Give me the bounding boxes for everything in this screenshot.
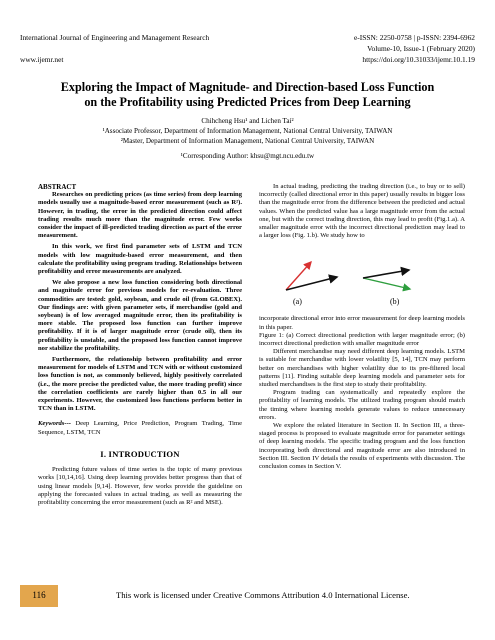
figure-1-arrows <box>259 240 465 312</box>
left-column <box>38 183 242 507</box>
abstract-heading: ABSTRACT <box>38 183 77 191</box>
journal-name: International Journal of Engineering and Management Research <box>20 33 210 42</box>
fig-a-black-arrow <box>286 277 337 290</box>
keywords-label: Keywords--- <box>38 420 71 428</box>
keywords <box>38 420 242 436</box>
fig-a-red-arrow <box>286 262 311 290</box>
page-number-box <box>20 585 58 607</box>
journal-website[interactable]: www.ijemr.net <box>20 55 64 64</box>
right-paragraph-1: In actual trading, predicting the trading direction (i.e., to buy or to sell) incorrectly (called directional error in this paper) usually results in bigger loss than the magnitude error from the difference between the predicted and actual values. When the predicted value has a large magnitude error from the actual one, but with the correct trading direction, this may lead to profit (Fig.1.a). A smaller magnitude error with the incorrect directional prediction may lead to a larger loss (Fig. 1.b). We study how to <box>259 183 465 240</box>
issn-line: e-ISSN: 2250-0758 | p-ISSN: 2394-6962 <box>354 33 475 42</box>
title-line-2: on the Profitability using Predicted Prices from Deep Learning <box>84 95 411 109</box>
abstract-paragraph-3: We also propose a new loss function considering both directional and magnitude error for previous models for re-evaluation. Three commodities are tested: gold, soybean, and crude oil (from GLOBEX). Our findings are: with given parameter sets, if merchandise (gold and soybean) is of low averaged magnitude error, then its profitability is more stable. The proposed loss function can further improve profitability. If it is of larger magnitude error (crude oil), then its profitability is unstable, and the proposed loss function cannot improve nor stabilize the profitability. <box>38 279 242 352</box>
fig-b-green-arrow <box>363 278 410 289</box>
affiliation-2: ²Master, Department of Information Management, National Central University, TAIWAN <box>120 137 375 145</box>
abstract-paragraph-4: Furthermore, the relationship between profitability and error measurement for models of LSTM and TCN with or without customized loss function is not, as commonly believed, highly positively correlated (i.e., the more precise the predicted value, the more trading profit) since the correlation coefficients are rarely higher than 0.5 in all our experiments. However, the customized loss functions perform better in TCN than in LSTM. <box>38 356 242 413</box>
right-paragraph-2: incorporate directional error into error measurement for deep learning models in this paper. <box>259 315 465 331</box>
authors: Chihcheng Hsu¹ and Lichen Tai² <box>201 117 294 125</box>
figure-label-a: (a) <box>293 297 302 307</box>
fig-b-black-arrow <box>363 270 409 278</box>
abstract-paragraph-1: Researches on predicting prices (as time series) from deep learning models usually use a magnitude-based error measurement (such as R²). However, in trading, the error in the predicted direction could affect trading results much more than the magnitude error. Few works consider the impact of ill-predicted trading direction as part of the error measurement. <box>38 191 242 240</box>
doi-link[interactable]: https://doi.org/10.31033/ijemr.10.1.19 <box>362 55 475 64</box>
right-paragraph-3: Different merchandise may need different deep learning models. LSTM is suitable for merchandise with lower volatility [5, 14], TCN may perform better on merchandises with higher volatility due to its pre-filtered local patterns [11]. Finding suitable deep learning models and parameter sets for studied merchandises is the first step to study their profitability. <box>259 348 465 389</box>
license-notice: This work is licensed under Creative Commons Attribution 4.0 International License. <box>116 590 410 600</box>
figure-1-caption: Figure 1: (a) Correct directional prediction with larger magnitude error; (b) incorrect directional prediction with smaller magnitude error <box>259 331 465 348</box>
right-paragraph-4: Program trading can systematically and repeatedly explore the profitability of learning models. The utilized trading program should match the timing where learning models generate values to reduce unnecessary errors. <box>259 389 465 421</box>
figure-1 <box>259 240 465 312</box>
introduction-heading: I. INTRODUCTION <box>100 448 180 459</box>
page-footer <box>0 585 495 607</box>
keywords-text: Deep Learning, Price Prediction, Program Trading, Time Sequence, LSTM, TCN <box>38 420 242 436</box>
page-number: 116 <box>32 590 46 600</box>
right-paragraph-5: We explore the related literature in Section II. In Section III, a three-staged process is proposed to evaluate magnitude error for parameter settings of deep learning models. The specific trading program and the loss function incorporating both directional and magnitude error are also introduced in Section III. Section IV details the results of experiments with discussion. The conclusion comes in Section V. <box>259 422 465 471</box>
abstract-paragraph-2: In this work, we first find parameter sets of LSTM and TCN models with low magnitude-based error measurement, and then calculate the profitability using program trading. Relationships between profitability and error measurements are analyzed. <box>38 243 242 276</box>
right-column <box>259 183 465 471</box>
intro-paragraph-1: Predicting future values of time series is the topic of many previous works [10,14,16]. Using deep learning provides better progress than that of using linear models [9,14]. However, few works provide the guideline on applying the forecasted values in actual trading, as well as measuring the profitability concerning the error measurement (such as R² and MSE). <box>38 466 242 506</box>
figure-label-b: (b) <box>390 297 400 307</box>
title-line-1: Exploring the Impact of Magnitude- and Direction-based Loss Function <box>60 80 435 94</box>
affiliation-1: ¹Associate Professor, Department of Information Management, National Central University, TAIWAN <box>102 127 393 135</box>
volume-line: Volume-10, Issue-1 (February 2020) <box>367 44 475 53</box>
corresponding-author: ¹Corresponding Author: khsu@mgt.ncu.edu.tw <box>180 152 315 160</box>
paper-title <box>20 80 475 110</box>
